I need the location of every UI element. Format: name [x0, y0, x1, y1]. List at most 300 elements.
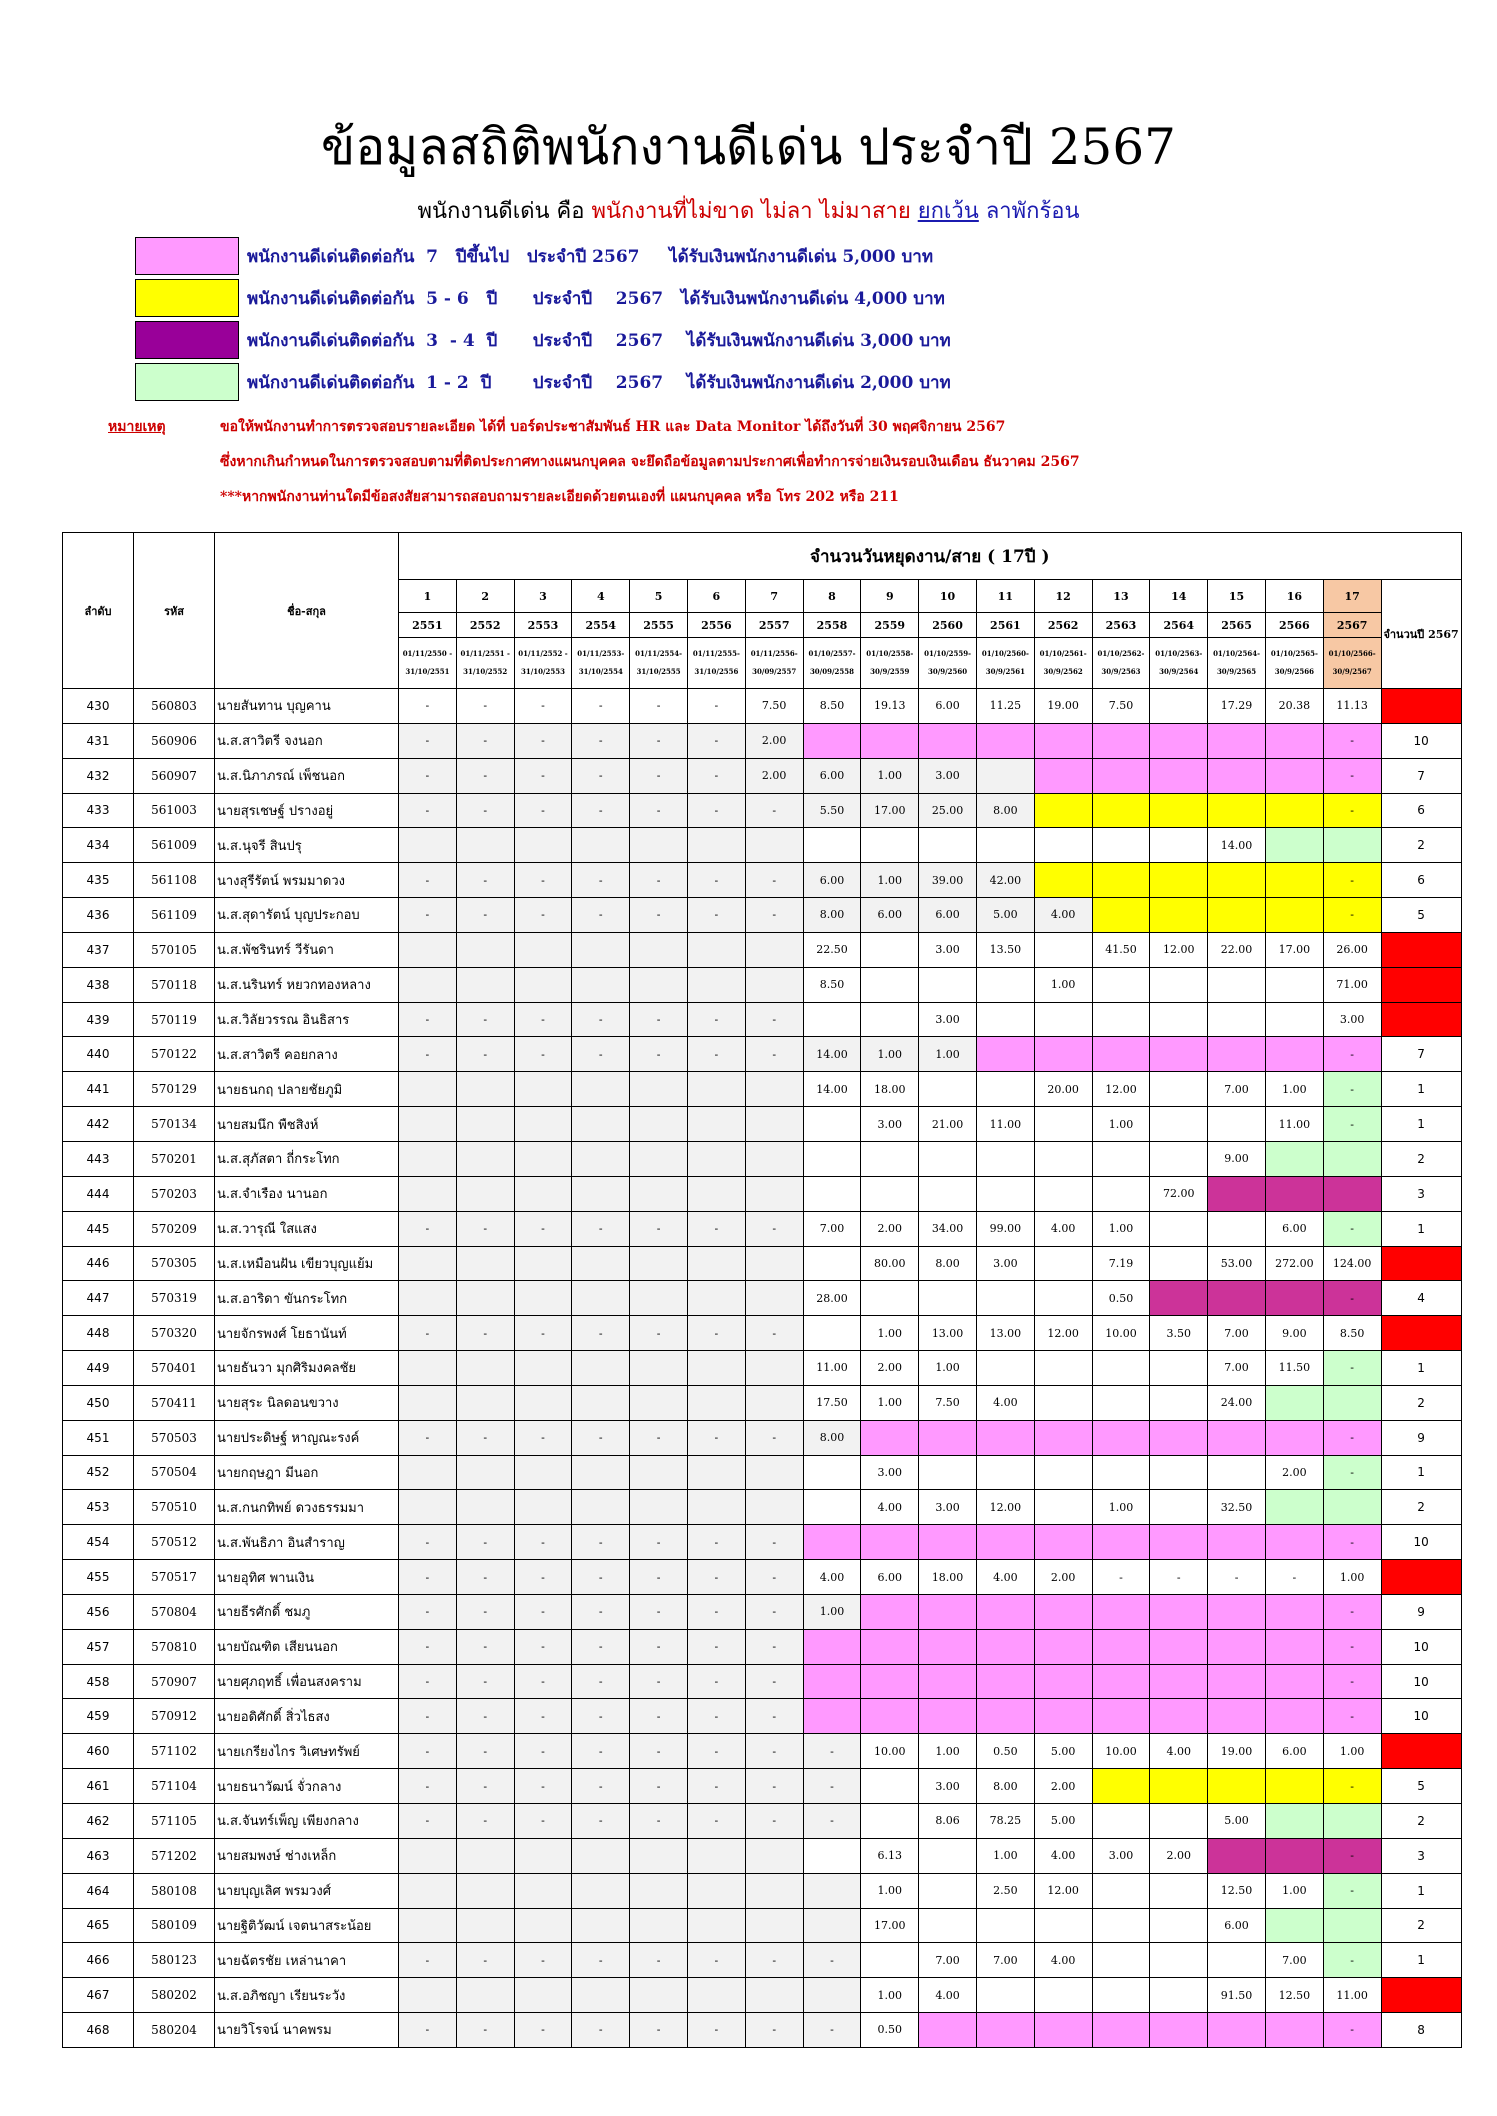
total-years-cell: 10	[1381, 1699, 1461, 1734]
year-value-cell: 4.00	[1034, 898, 1092, 933]
year-value-cell: -	[1323, 1699, 1381, 1734]
employee-code: 561003	[134, 793, 215, 828]
row-number: 443	[63, 1141, 134, 1176]
year-value-cell: 7.00	[1208, 1316, 1266, 1351]
year-value-cell	[514, 1072, 572, 1107]
year-value-cell	[803, 1629, 861, 1664]
year-value-cell	[976, 1525, 1034, 1560]
table-row	[63, 898, 1462, 933]
year-value-cell	[803, 1316, 861, 1351]
employee-name: นายฐิติวัฒน์ เจตนาสระน้อย	[215, 1908, 399, 1943]
table-row	[63, 1072, 1462, 1107]
table-row	[63, 1107, 1462, 1142]
year-value-cell	[1034, 1002, 1092, 1037]
year-value-cell	[976, 1699, 1034, 1734]
year-value-cell	[1034, 1037, 1092, 1072]
table-body	[63, 689, 1462, 2048]
year-value-cell: 12.00	[1092, 1072, 1150, 1107]
year-value-cell	[861, 932, 919, 967]
year-value-cell: 1.00	[1265, 1873, 1323, 1908]
year-value-cell	[1092, 1943, 1150, 1978]
year-value-cell: -	[572, 1804, 630, 1839]
year-value-cell: -	[1323, 1211, 1381, 1246]
row-number: 440	[63, 1037, 134, 1072]
year-value-cell: -	[399, 1769, 457, 1804]
year-value-cell: -	[687, 2013, 745, 2048]
employee-code: 570912	[134, 1699, 215, 1734]
year-value-cell	[919, 1629, 977, 1664]
year-value-cell: -	[399, 898, 457, 933]
year-value-cell	[572, 1385, 630, 1420]
year-value-cell	[630, 1351, 688, 1386]
year-value-cell	[399, 1107, 457, 1142]
year-value-cell: -	[745, 1769, 803, 1804]
year-value-cell	[1034, 1281, 1092, 1316]
year-value-cell: -	[456, 2013, 514, 2048]
year-value-cell	[976, 2013, 1034, 2048]
year-value-cell	[861, 828, 919, 863]
year-value-cell: -	[630, 1560, 688, 1595]
period-header: 01/10/2561- 30/9/2562	[1034, 638, 1092, 689]
year-value-cell: -	[687, 1316, 745, 1351]
year-value-cell: -	[514, 1002, 572, 1037]
table-row	[63, 1246, 1462, 1281]
year-value-cell: -	[399, 1943, 457, 1978]
definition-criteria: พนักงานที่ไม่ขาด ไม่ลา ไม่มาสาย	[591, 199, 918, 224]
year-value-cell	[514, 1385, 572, 1420]
employee-name: น.ส.เหมือนฝัน เขียวบุญแย้ม	[215, 1246, 399, 1281]
period-header: 01/10/2565- 30/9/2566	[1265, 638, 1323, 689]
employee-name: นายธีรศักดิ์ ชมภู	[215, 1594, 399, 1629]
year-value-cell: -	[630, 1594, 688, 1629]
table-row	[63, 1490, 1462, 1525]
year-value-cell	[1150, 898, 1208, 933]
year-value-cell	[456, 828, 514, 863]
year-value-cell: -	[514, 863, 572, 898]
year-value-cell: 12.50	[1208, 1873, 1266, 1908]
year-value-cell	[803, 1176, 861, 1211]
year-value-cell: -	[456, 1594, 514, 1629]
year-value-cell	[1150, 1594, 1208, 1629]
year-value-cell: -	[514, 689, 572, 724]
year-value-cell	[399, 1978, 457, 2013]
year-value-cell	[456, 1978, 514, 2013]
year-value-cell: 6.00	[919, 898, 977, 933]
year-value-cell	[1150, 1699, 1208, 1734]
year-value-cell: 5.50	[803, 793, 861, 828]
employee-code: 570510	[134, 1490, 215, 1525]
year-value-cell: -	[399, 1037, 457, 1072]
year-index-header: 6	[687, 580, 745, 613]
year-value-cell: 14.00	[1208, 828, 1266, 863]
year-value-cell: -	[572, 1316, 630, 1351]
total-years-cell	[1381, 1316, 1461, 1351]
year-value-cell: 14.00	[803, 1072, 861, 1107]
year-value-cell	[456, 1281, 514, 1316]
year-value-cell: 8.00	[919, 1246, 977, 1281]
year-value-cell	[630, 1490, 688, 1525]
year-value-cell	[1265, 2013, 1323, 2048]
year-value-cell	[514, 1351, 572, 1386]
year-value-cell	[919, 2013, 977, 2048]
year-index-header: 7	[745, 580, 803, 613]
year-value-cell	[861, 1002, 919, 1037]
year-value-cell	[1208, 1211, 1266, 1246]
year-value-cell: -	[456, 1943, 514, 1978]
year-value-cell: 12.00	[1034, 1873, 1092, 1908]
definition-lead: พนักงานดีเด่น คือ	[417, 199, 592, 224]
year-value-cell	[745, 828, 803, 863]
year-value-cell	[803, 1490, 861, 1525]
employee-code: 580123	[134, 1943, 215, 1978]
year-value-cell	[1150, 828, 1208, 863]
total-years-cell: 2	[1381, 828, 1461, 863]
year-value-cell: 2.50	[976, 1873, 1034, 1908]
definition-line	[0, 193, 1497, 228]
year-value-cell	[1150, 1141, 1208, 1176]
year-index-header: 3	[514, 580, 572, 613]
period-header: 01/11/2556- 30/09/2557	[745, 638, 803, 689]
row-number: 445	[63, 1211, 134, 1246]
year-value-cell	[1150, 1455, 1208, 1490]
year-value-cell	[1208, 967, 1266, 1002]
year-value-cell	[1208, 1002, 1266, 1037]
year-value-cell	[861, 1699, 919, 1734]
year-value-cell	[572, 1072, 630, 1107]
year-value-cell: -	[1323, 863, 1381, 898]
year-value-cell	[572, 932, 630, 967]
year-value-cell	[1265, 1908, 1323, 1943]
year-value-cell	[1092, 1525, 1150, 1560]
total-years-cell: 10	[1381, 723, 1461, 758]
year-value-cell: -	[572, 1211, 630, 1246]
year-value-cell	[1034, 863, 1092, 898]
year-value-cell	[1265, 1838, 1323, 1873]
year-value-cell: 8.50	[803, 967, 861, 1002]
year-value-cell	[976, 1072, 1034, 1107]
year-value-cell	[1092, 863, 1150, 898]
year-value-cell	[1265, 828, 1323, 863]
year-value-cell: -	[399, 1734, 457, 1769]
year-value-cell: 1.00	[1265, 1072, 1323, 1107]
year-value-cell	[630, 1281, 688, 1316]
year-value-cell	[1208, 863, 1266, 898]
year-value-cell	[514, 1281, 572, 1316]
year-value-cell: -	[1323, 2013, 1381, 2048]
year-value-cell	[1265, 1699, 1323, 1734]
year-value-cell: -	[1323, 758, 1381, 793]
employee-name: นายสุระ นิลดอนขวาง	[215, 1385, 399, 1420]
year-value-cell: 5.00	[1034, 1734, 1092, 1769]
total-years-cell	[1381, 967, 1461, 1002]
year-value-cell	[630, 1246, 688, 1281]
year-value-cell: -	[514, 1211, 572, 1246]
year-value-cell: -	[745, 1734, 803, 1769]
period-header: 01/11/2555- 31/10/2556	[687, 638, 745, 689]
legend-row	[135, 277, 951, 319]
year-value-cell	[1034, 828, 1092, 863]
year-value-cell: -	[745, 1629, 803, 1664]
year-value-cell: -	[399, 1560, 457, 1595]
year-value-cell: 7.00	[919, 1943, 977, 1978]
table-row	[63, 1002, 1462, 1037]
year-value-cell: 3.00	[861, 1455, 919, 1490]
year-value-cell	[976, 1037, 1034, 1072]
year-value-cell: -	[399, 863, 457, 898]
year-header: 2566	[1265, 613, 1323, 638]
year-value-cell	[1265, 1664, 1323, 1699]
year-value-cell	[861, 1525, 919, 1560]
employee-code: 570411	[134, 1385, 215, 1420]
year-value-cell	[572, 1838, 630, 1873]
year-value-cell: 0.50	[861, 2013, 919, 2048]
year-index-header: 8	[803, 580, 861, 613]
year-value-cell	[1265, 1525, 1323, 1560]
year-value-cell: 17.00	[861, 1908, 919, 1943]
table-row	[63, 1908, 1462, 1943]
year-value-cell	[803, 1699, 861, 1734]
year-value-cell: -	[456, 1002, 514, 1037]
legend-text: พนักงานดีเด่นติดต่อกัน 7 ปีขึ้นไป ประจำปี 2567 ได้รับเงินพนักงานดีเด่น 5,000 บาท	[247, 246, 934, 267]
year-value-cell	[456, 1908, 514, 1943]
year-value-cell: 1.00	[861, 1978, 919, 2013]
year-value-cell	[514, 1978, 572, 2013]
year-value-cell	[919, 1176, 977, 1211]
year-value-cell	[919, 1420, 977, 1455]
year-value-cell: 22.50	[803, 932, 861, 967]
year-value-cell: -	[630, 898, 688, 933]
year-value-cell: 8.50	[1323, 1316, 1381, 1351]
year-value-cell: -	[630, 758, 688, 793]
year-value-cell: -	[399, 689, 457, 724]
year-value-cell: 25.00	[919, 793, 977, 828]
year-value-cell: -	[1323, 1873, 1381, 1908]
year-value-cell	[1092, 1908, 1150, 1943]
col-header-no: ลำดับ	[63, 533, 134, 689]
employee-code: 571104	[134, 1769, 215, 1804]
year-value-cell	[630, 1838, 688, 1873]
year-header: 2559	[861, 613, 919, 638]
year-value-cell	[919, 1281, 977, 1316]
year-value-cell	[1150, 1107, 1208, 1142]
employee-name: น.ส.วารุณี ใสแสง	[215, 1211, 399, 1246]
total-years-cell: 3	[1381, 1838, 1461, 1873]
year-value-cell	[1208, 793, 1266, 828]
row-number: 450	[63, 1385, 134, 1420]
total-years-cell	[1381, 689, 1461, 724]
col-header-name: ชื่อ-สกุล	[215, 533, 399, 689]
year-value-cell	[745, 1281, 803, 1316]
year-value-cell: 1.00	[803, 1594, 861, 1629]
year-value-cell	[1208, 1629, 1266, 1664]
employee-name: น.ส.พัชรินทร์ วีรันดา	[215, 932, 399, 967]
year-value-cell: -	[630, 2013, 688, 2048]
total-years-cell: 8	[1381, 2013, 1461, 2048]
year-value-cell: -	[630, 1769, 688, 1804]
year-value-cell: -	[1323, 1664, 1381, 1699]
period-header: 01/10/2564- 30/9/2565	[1208, 638, 1266, 689]
year-value-cell	[687, 1978, 745, 2013]
year-value-cell: -	[456, 1211, 514, 1246]
year-value-cell: -	[514, 1629, 572, 1664]
year-value-cell: 11.00	[976, 1107, 1034, 1142]
year-value-cell	[1150, 1211, 1208, 1246]
table-row	[63, 1978, 1462, 2013]
year-value-cell: -	[630, 1804, 688, 1839]
legend-text: พนักงานดีเด่นติดต่อกัน 3 - 4 ปี ประจำปี 2567 ได้รับเงินพนักงานดีเด่น 3,000 บาท	[247, 330, 951, 351]
table-row	[63, 1211, 1462, 1246]
year-value-cell	[399, 1455, 457, 1490]
employee-name: น.ส.สาวิตรี จงนอก	[215, 723, 399, 758]
year-value-cell: 0.50	[1092, 1281, 1150, 1316]
legend-swatch-green	[135, 363, 239, 401]
year-value-cell	[1150, 723, 1208, 758]
legend-text: พนักงานดีเด่นติดต่อกัน 5 - 6 ปี ประจำปี 2567 ได้รับเงินพนักงานดีเด่น 4,000 บาท	[247, 288, 945, 309]
year-value-cell: -	[745, 1002, 803, 1037]
year-value-cell	[399, 1141, 457, 1176]
total-years-cell: 10	[1381, 1525, 1461, 1560]
period-header: 01/11/2550 - 31/10/2551	[399, 638, 457, 689]
year-value-cell	[630, 932, 688, 967]
year-value-cell: -	[1323, 723, 1381, 758]
employee-name: น.ส.พันธิภา อินสำราญ	[215, 1525, 399, 1560]
year-value-cell: -	[514, 1664, 572, 1699]
year-value-cell	[399, 932, 457, 967]
year-value-cell: 9.00	[1208, 1141, 1266, 1176]
employee-code: 570512	[134, 1525, 215, 1560]
year-value-cell	[687, 1281, 745, 1316]
year-value-cell	[572, 828, 630, 863]
year-value-cell	[1092, 793, 1150, 828]
year-value-cell	[687, 1838, 745, 1873]
row-number: 437	[63, 932, 134, 967]
year-value-cell	[803, 1002, 861, 1037]
year-value-cell: -	[456, 758, 514, 793]
year-value-cell	[1265, 723, 1323, 758]
year-value-cell	[803, 1838, 861, 1873]
year-index-header: 17	[1323, 580, 1381, 613]
row-number: 457	[63, 1629, 134, 1664]
year-value-cell: 4.00	[1034, 1838, 1092, 1873]
period-header: 01/10/2566- 30/9/2567	[1323, 638, 1381, 689]
total-years-cell	[1381, 1560, 1461, 1595]
year-value-cell	[1265, 1420, 1323, 1455]
year-value-cell: 12.50	[1265, 1978, 1323, 2013]
year-value-cell	[1150, 793, 1208, 828]
year-value-cell: 19.00	[1034, 689, 1092, 724]
year-value-cell	[399, 1072, 457, 1107]
row-number: 449	[63, 1351, 134, 1386]
year-value-cell: 3.00	[861, 1107, 919, 1142]
year-value-cell: 2.00	[745, 758, 803, 793]
year-value-cell	[514, 1455, 572, 1490]
year-value-cell: -	[745, 1037, 803, 1072]
employee-code: 570122	[134, 1037, 215, 1072]
year-value-cell: -	[514, 1037, 572, 1072]
year-value-cell: -	[456, 863, 514, 898]
row-number: 432	[63, 758, 134, 793]
year-value-cell: 17.00	[861, 793, 919, 828]
year-value-cell: -	[1323, 1455, 1381, 1490]
year-value-cell: -	[572, 1734, 630, 1769]
year-value-cell	[1034, 1490, 1092, 1525]
year-value-cell: -	[630, 1037, 688, 1072]
year-value-cell: -	[1323, 1943, 1381, 1978]
year-value-cell: -	[456, 1699, 514, 1734]
year-value-cell	[1150, 1804, 1208, 1839]
total-years-cell: 6	[1381, 863, 1461, 898]
year-value-cell	[861, 1769, 919, 1804]
employee-name: นายสันทาน บุญคาน	[215, 689, 399, 724]
year-value-cell: 5.00	[1208, 1804, 1266, 1839]
year-value-cell: -	[630, 793, 688, 828]
total-years-cell	[1381, 1734, 1461, 1769]
row-number: 444	[63, 1176, 134, 1211]
year-value-cell: 4.00	[976, 1385, 1034, 1420]
year-value-cell	[572, 1351, 630, 1386]
year-value-cell	[919, 1873, 977, 1908]
table-row	[63, 1629, 1462, 1664]
year-value-cell	[630, 1978, 688, 2013]
table-row	[63, 1316, 1462, 1351]
employee-code: 571102	[134, 1734, 215, 1769]
year-value-cell: -	[456, 793, 514, 828]
year-value-cell: 6.00	[1265, 1734, 1323, 1769]
year-value-cell: -	[687, 1943, 745, 1978]
year-value-cell: 17.29	[1208, 689, 1266, 724]
year-value-cell	[803, 1664, 861, 1699]
year-value-cell: 5.00	[1034, 1804, 1092, 1839]
period-header: 01/11/2554- 31/10/2555	[630, 638, 688, 689]
employee-name: นายสมพงษ์ ช่างเหล็ก	[215, 1838, 399, 1873]
year-value-cell: 18.00	[919, 1560, 977, 1595]
table-row	[63, 1351, 1462, 1386]
year-value-cell	[572, 1908, 630, 1943]
year-value-cell	[976, 1141, 1034, 1176]
year-value-cell: -	[687, 1211, 745, 1246]
year-value-cell	[630, 828, 688, 863]
year-value-cell: 1.00	[861, 863, 919, 898]
employee-code: 580202	[134, 1978, 215, 2013]
year-value-cell	[572, 967, 630, 1002]
year-value-cell: -	[399, 1629, 457, 1664]
table-row	[63, 1943, 1462, 1978]
employee-name: น.ส.อาริดา ขันกระโทก	[215, 1281, 399, 1316]
year-value-cell: -	[1323, 793, 1381, 828]
year-value-cell: -	[745, 1316, 803, 1351]
year-value-cell: 4.00	[976, 1560, 1034, 1595]
year-value-cell: -	[514, 1594, 572, 1629]
year-value-cell	[861, 1176, 919, 1211]
row-number: 460	[63, 1734, 134, 1769]
total-years-cell: 10	[1381, 1629, 1461, 1664]
year-value-cell: -	[1265, 1560, 1323, 1595]
year-value-cell	[456, 1176, 514, 1211]
row-number: 463	[63, 1838, 134, 1873]
year-value-cell	[861, 1943, 919, 1978]
year-value-cell: -	[456, 898, 514, 933]
year-value-cell	[687, 1351, 745, 1386]
row-number: 467	[63, 1978, 134, 2013]
year-value-cell	[861, 967, 919, 1002]
year-value-cell: -	[687, 723, 745, 758]
employee-name: นายเกรียงไกร วิเศษทรัพย์	[215, 1734, 399, 1769]
employee-code: 570118	[134, 967, 215, 1002]
year-value-cell	[514, 1908, 572, 1943]
year-value-cell: 80.00	[861, 1246, 919, 1281]
row-number: 464	[63, 1873, 134, 1908]
row-number: 459	[63, 1699, 134, 1734]
